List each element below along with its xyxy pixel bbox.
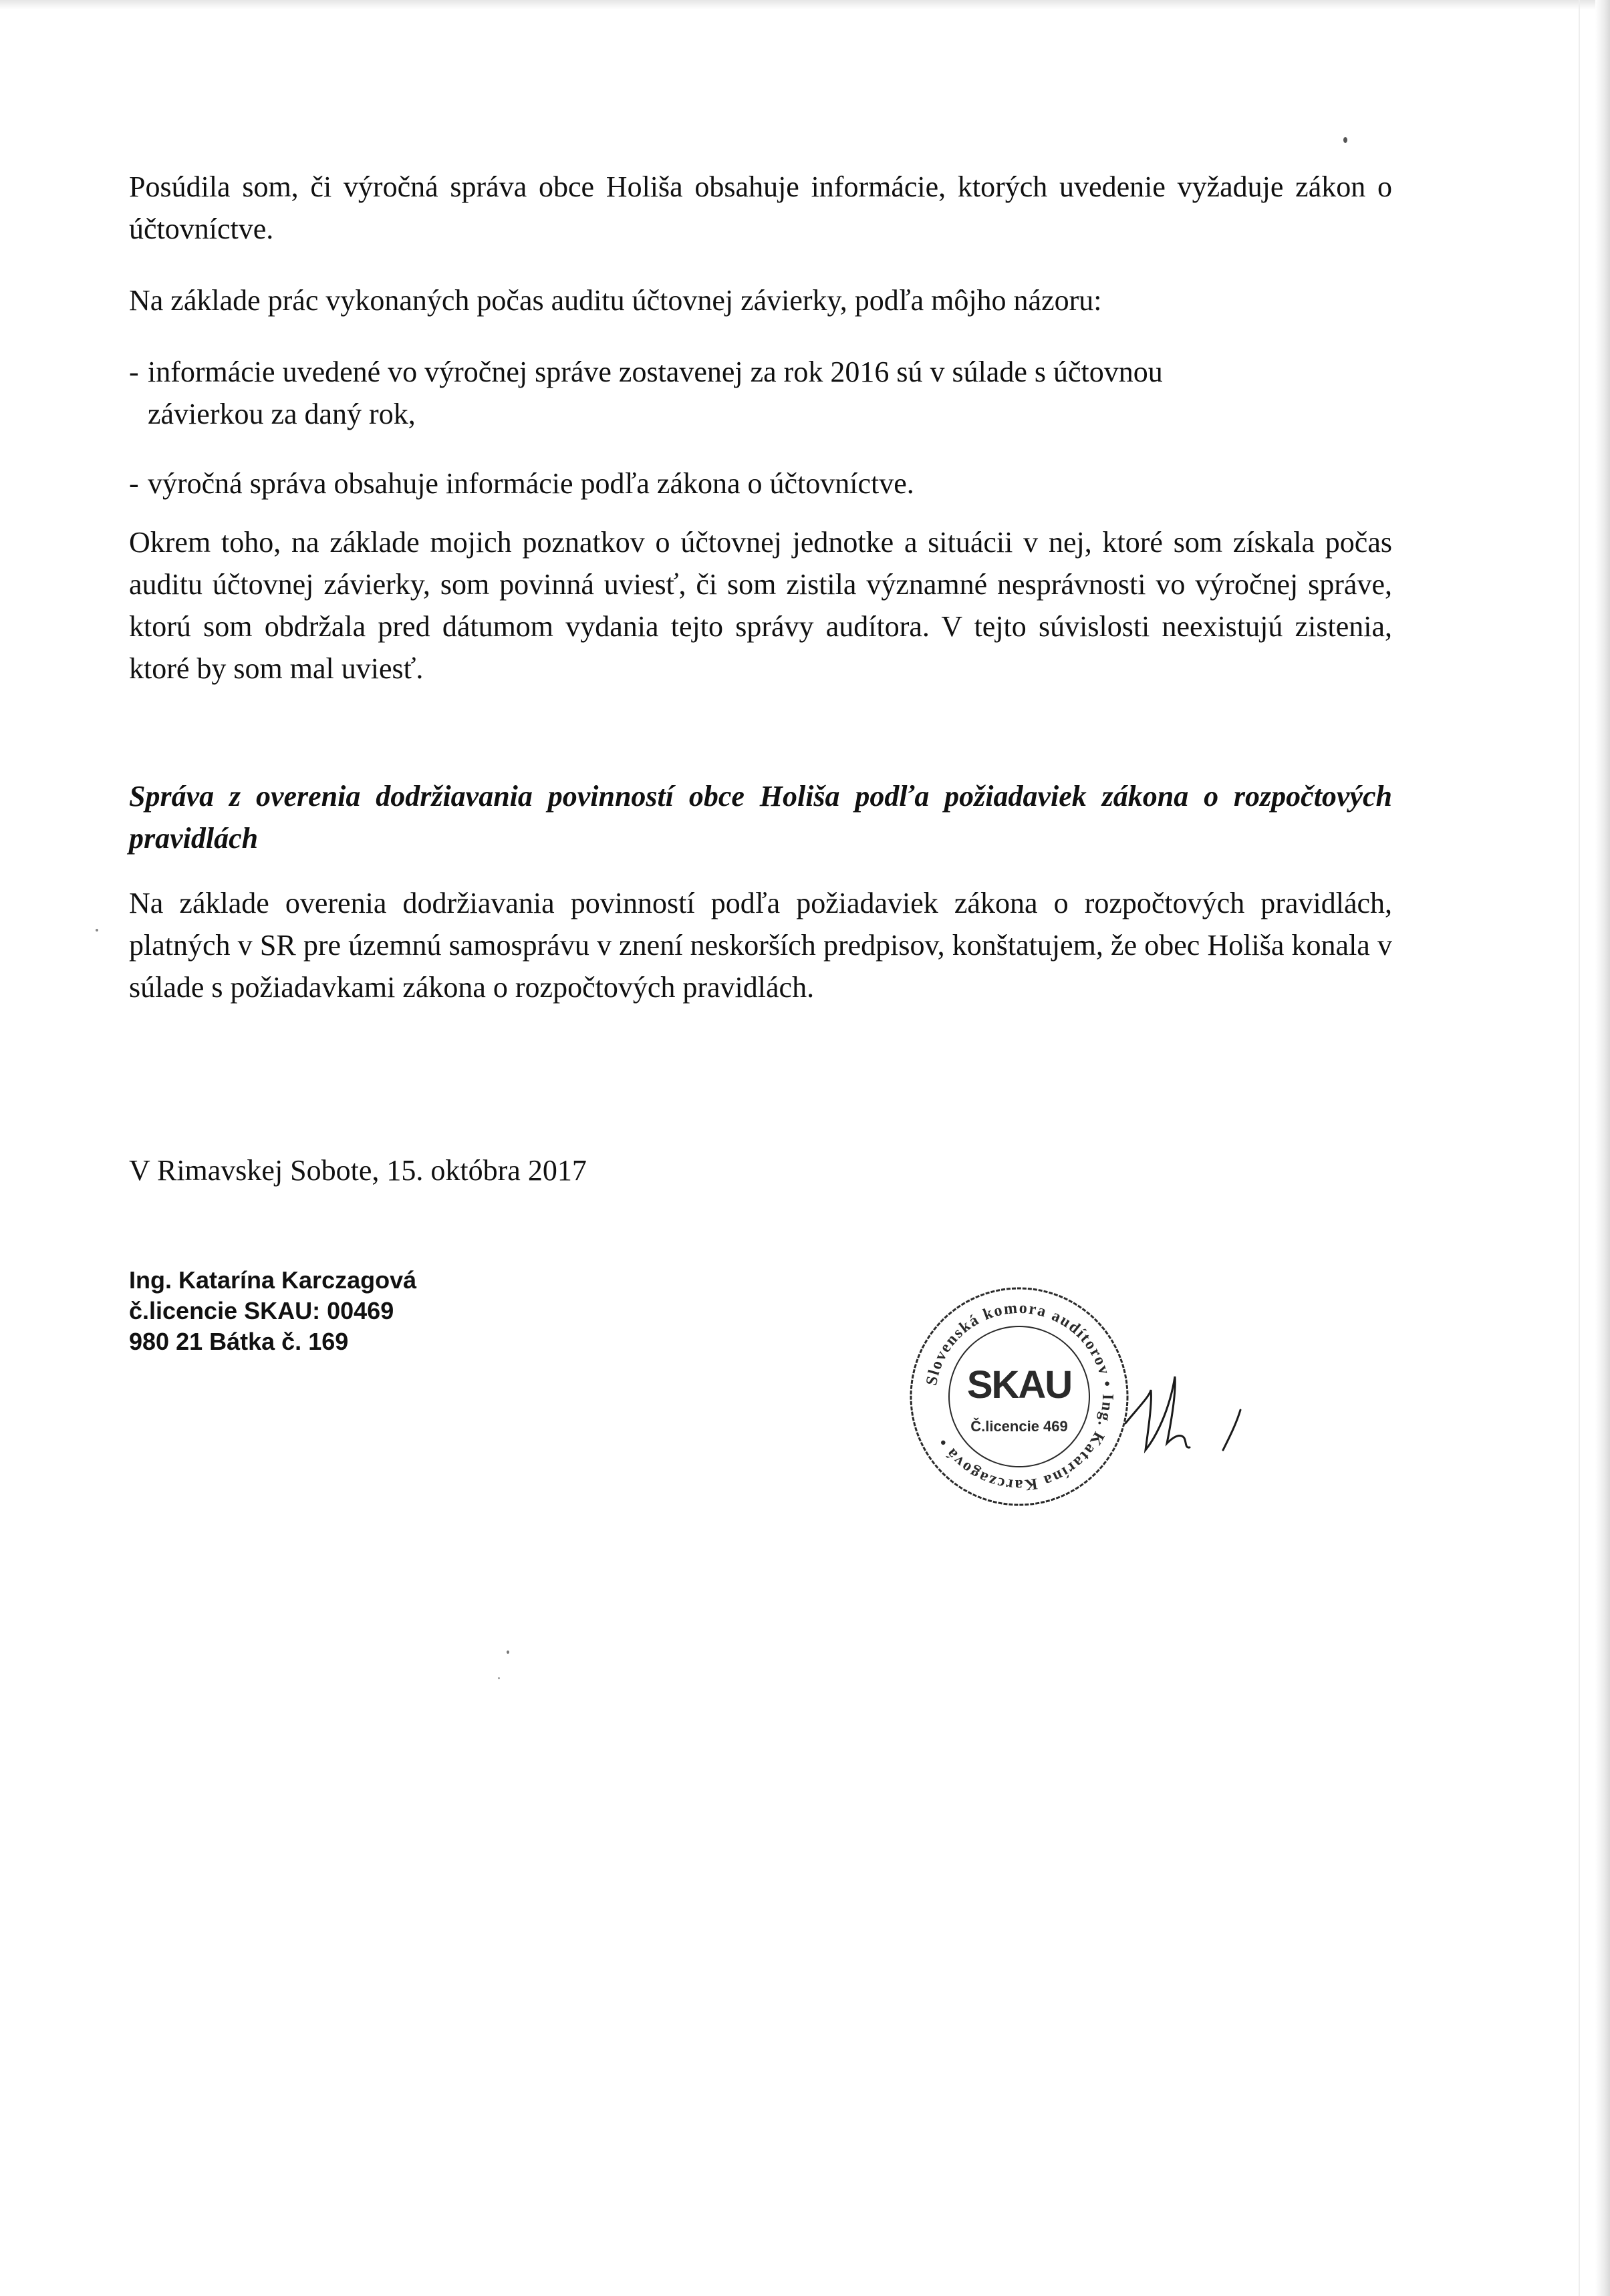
handwritten-signature [1123, 1370, 1256, 1477]
scan-speck [96, 929, 98, 931]
signer-license: č.licencie SKAU: 00469 [129, 1297, 394, 1324]
paragraph-opinion-intro: Na základe prác vykonaných počas auditu účtovnej závierky, podľa môjho názoru: [129, 284, 1102, 317]
stamp-center-text: SKAU [966, 1363, 1072, 1407]
section-heading-budget-rules: Správa z overenia dodržiavania povinností obce Holiša podľa požiadaviek zákona o rozpočtových pravidlách [129, 780, 1392, 855]
signer-name: Ing. Katarína Karczagová [129, 1266, 417, 1294]
scan-line-right [1579, 0, 1580, 2296]
scan-speck [498, 1677, 500, 1679]
scan-speck [507, 1651, 509, 1654]
bullet-text-continuation: závierkou za daný rok, [148, 398, 416, 430]
scan-speck [1343, 137, 1347, 143]
bullet-item-content [129, 462, 1392, 505]
scan-edge-right [1595, 0, 1610, 2296]
paragraph-budget-compliance: Na základe overenia dodržiavania povinností podľa požiadaviek zákona o rozpočtových pravidlách, platných v SR pre územnú samosprávu v znení neskorších predpisov, konštatujem, že obec Holiša konala v súlade s požiadavkami zákona o rozpočtových pravidlách. [129, 887, 1392, 1004]
stamp-ring-text: Slovenská komora audítorov • Ing. Katarína Karczagová • [923, 1299, 1117, 1494]
paragraph-assessment: Posúdila som, či výročná správa obce Holiša obsahuje informácie, ktorých uvedenie vyžaduje zákon o účtovníctve. [129, 170, 1392, 245]
auditor-stamp [906, 1283, 1133, 1510]
bullet-text: informácie uvedené vo výročnej správe zostavenej za rok 2016 sú v súlade s účtovnou [148, 355, 1163, 388]
paragraph-findings: Okrem toho, na základe mojich poznatkov o účtovnej jednotke a situácii v nej, ktoré som získala počas auditu účtovnej závierky, som povinná uviesť, či som zistila významné nesprávnosti vo výročnej správe, ktorú som obdržala pred dátumom vydania tejto správy audítora. V tejto súvislosti neexistujú zistenia, ktoré by som mal uviesť. [129, 526, 1392, 685]
bullet-dash: - [129, 355, 139, 388]
scan-edge-top [0, 0, 1610, 9]
signer-block [129, 1265, 416, 1357]
bullet-item-consistency [129, 351, 1392, 435]
place-and-date: V Rimavskej Sobote, 15. októbra 2017 [129, 1154, 587, 1187]
bullet-text: výročná správa obsahuje informácie podľa zákona o účtovníctve. [148, 467, 914, 500]
bullet-dash: - [129, 467, 139, 500]
stamp-license-text: Č.licencie 469 [970, 1418, 1068, 1435]
signer-address: 980 21 Bátka č. 169 [129, 1328, 349, 1355]
